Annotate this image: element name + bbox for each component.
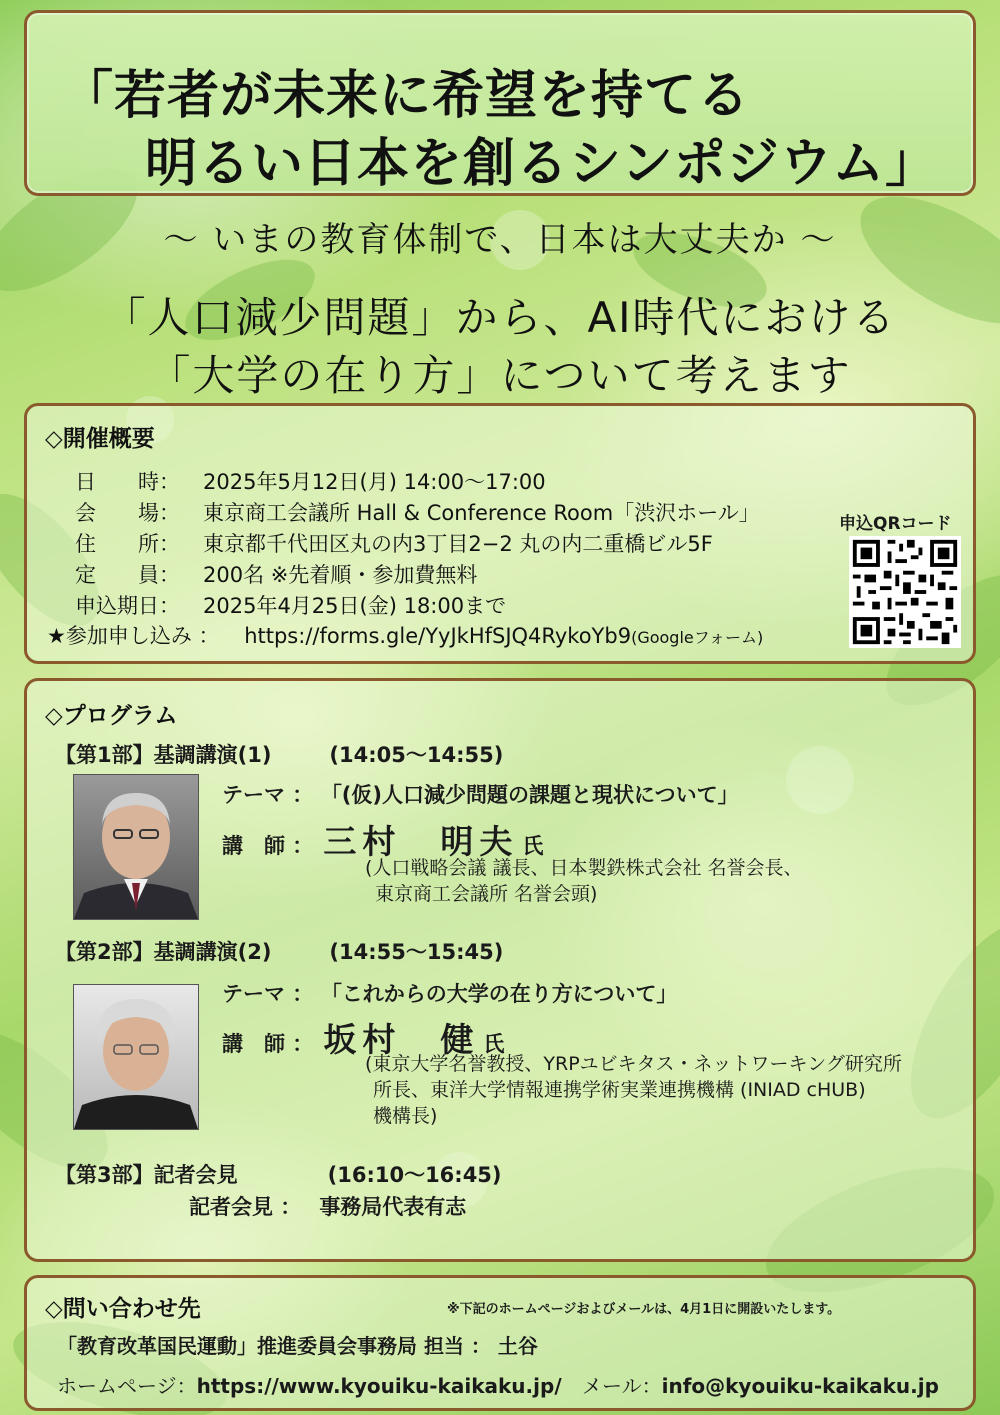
- part2-desc: [365, 1051, 902, 1129]
- overview-row-address: [75, 528, 713, 558]
- overview-row-apply: [47, 620, 763, 650]
- part-title: 【第2部】基調講演(2): [55, 940, 272, 964]
- part-time: (14:55～15:45): [329, 940, 504, 964]
- row-value: 東京都千代田区丸の内3丁目2−2 丸の内二重橋ビル5F: [203, 532, 713, 556]
- theme-text: 「これからの大学の在り方について」: [331, 982, 678, 1006]
- mail-link[interactable]: info@kyouiku-kaikaku.jp: [661, 1374, 939, 1398]
- part1-title: [55, 739, 503, 769]
- row-value: 200名 ※先着順・参加費無料: [203, 563, 478, 587]
- speaker1-photo: [73, 774, 199, 920]
- row-label: 日 時：: [75, 470, 180, 494]
- part2-theme: [222, 978, 677, 1008]
- part1-desc: [365, 855, 803, 907]
- title-line-1: 「若者が未来に希望を持てる: [61, 66, 751, 126]
- hp-link[interactable]: https://www.kyouiku-kaikaku.jp/: [196, 1374, 562, 1398]
- apply-link[interactable]: https://forms.gle/YyJkHfSJQ4RykoYb9: [244, 624, 632, 648]
- hp-label: ホームページ：: [57, 1374, 197, 1398]
- program-heading: ◇プログラム: [45, 703, 178, 729]
- part3-title: [55, 1159, 502, 1189]
- theme-text: 「(仮)人口減少問題の課題と現状について」: [331, 783, 739, 807]
- theme-label: テーマ ：: [222, 982, 314, 1006]
- overview-row-deadline: [75, 590, 506, 620]
- part3-label: 記者会見 ：: [189, 1195, 302, 1219]
- mail-label: メール：: [581, 1374, 662, 1398]
- row-label: 住 所：: [75, 532, 180, 556]
- contact-note: ※下記のホームページおよびメールは、4月1日に開設いたします。: [447, 1302, 841, 1317]
- theme-label: テーマ ：: [222, 783, 314, 807]
- qr-label: 申込QRコード: [839, 514, 952, 534]
- speaker-label: 講 師 ：: [222, 834, 314, 858]
- overview-heading: ◇開催概要: [45, 426, 155, 452]
- overview-row-venue: [75, 497, 760, 527]
- title-box: [24, 10, 976, 196]
- desc-line: (人口戦略会議 議長、日本製鉄株式会社 名誉会長、: [365, 857, 803, 879]
- row-label: 会 場：: [75, 501, 180, 525]
- overview-row-date: [75, 466, 546, 496]
- lead-line-2: 「大学の在り方」について考えます: [148, 351, 852, 400]
- qr-code-icon[interactable]: [849, 536, 961, 648]
- contact-org: 「教育改革国民運動」推進委員会事務局 担当 ： 土谷: [57, 1334, 538, 1358]
- row-value: 2025年4月25日(金) 18:00まで: [203, 594, 507, 618]
- overview-row-capacity: [75, 559, 477, 589]
- part3-detail: [189, 1191, 466, 1221]
- desc-line: (東京大学名誉教授、YRPユビキタス・ネットワーキング研究所: [365, 1053, 902, 1075]
- speaker-label: 講 師 ：: [222, 1032, 314, 1056]
- row-label: 定 員：: [75, 563, 180, 587]
- part-time: (16:10～16:45): [327, 1163, 502, 1187]
- part-title: 【第1部】基調講演(1): [55, 743, 272, 767]
- lead-line-1: 「人口減少問題」から、AI時代における: [103, 293, 897, 342]
- desc-line: 所長、東洋大学情報連携学術実業連携機構 (INIAD cHUB): [373, 1079, 866, 1101]
- contact-heading: ◇問い合わせ先: [45, 1296, 201, 1322]
- overview-section: [24, 403, 976, 664]
- apply-note: (Googleフォーム): [631, 628, 764, 647]
- part3-value: 事務局代表有志: [319, 1195, 467, 1219]
- subtitle: ～ いまの教育体制で、日本は大丈夫か ～: [163, 220, 837, 260]
- row-value: 2025年5月12日(月) 14:00～17:00: [203, 470, 546, 494]
- program-section: [24, 678, 976, 1262]
- speaker-name: 坂村 健: [323, 1020, 480, 1059]
- row-value: 東京商工会議所 Hall & Conference Room「渋沢ホール」: [203, 501, 760, 525]
- part2-title: [55, 936, 503, 966]
- desc-line: 機構長): [373, 1105, 438, 1127]
- row-label: 申込期日：: [75, 594, 180, 618]
- speaker-honorific: 氏: [522, 834, 544, 858]
- part-time: (14:05～14:55): [329, 743, 504, 767]
- part1-theme: [222, 779, 739, 809]
- apply-label: ★参加申し込み ：: [47, 624, 220, 648]
- title-line-2: 明るい日本を創るシンポジウム」: [145, 134, 939, 194]
- desc-line: 東京商工会議所 名誉会頭): [375, 883, 598, 905]
- speaker-honorific: 氏: [483, 1032, 505, 1056]
- speaker-name: 三村 明夫: [323, 822, 519, 861]
- contact-links: [57, 1370, 939, 1399]
- contact-section: [24, 1275, 976, 1411]
- part-title: 【第3部】記者会見: [55, 1163, 238, 1187]
- speaker2-photo: [73, 984, 199, 1130]
